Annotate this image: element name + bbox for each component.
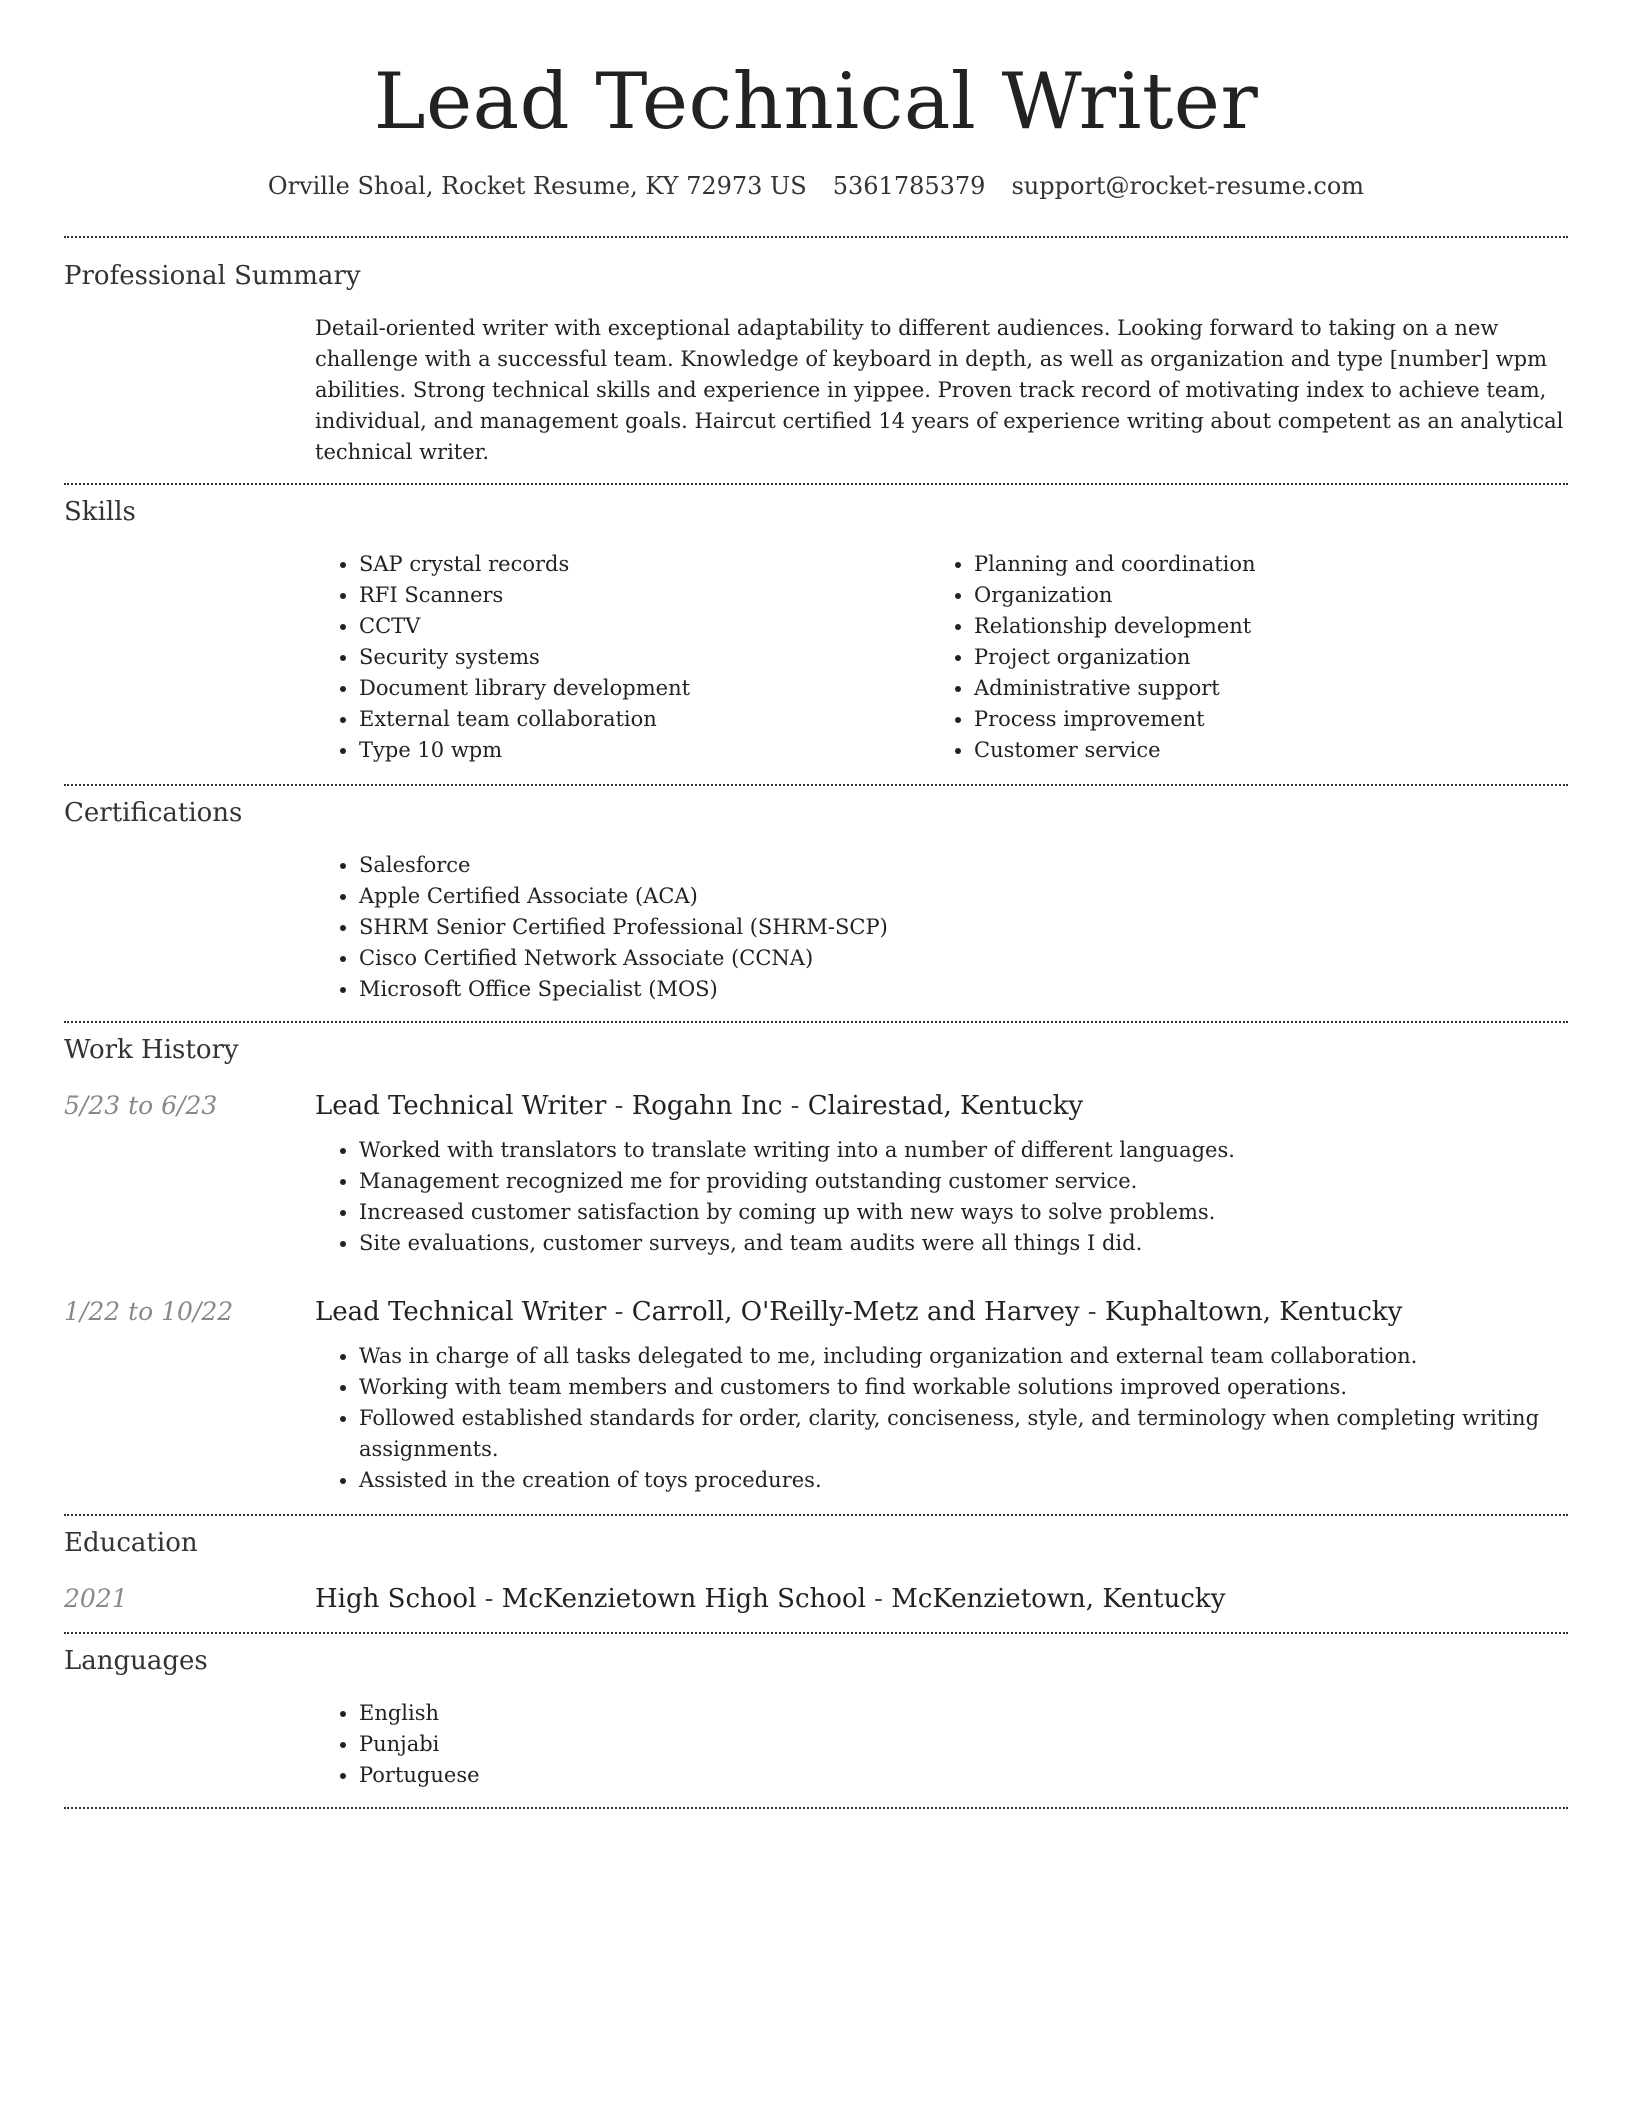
contact-email: support@rocket-resume.com bbox=[1011, 172, 1365, 200]
skill-item: • RFI Scanners bbox=[359, 580, 930, 611]
work-heading bbox=[315, 1295, 1568, 1329]
certification-item: • Salesforce bbox=[359, 850, 1568, 881]
skills-list-left bbox=[315, 549, 930, 766]
languages-content bbox=[315, 1698, 1568, 1791]
work-company: Carroll, O'Reilly-Metz and Harvey bbox=[631, 1297, 1080, 1327]
work-bullet: • Worked with translators to translate writing into a number of different languages. bbox=[359, 1135, 1568, 1166]
work-bullet-list bbox=[315, 1341, 1568, 1496]
languages-list bbox=[315, 1698, 1568, 1791]
candidate-title: Lead Technical Writer bbox=[373, 57, 1259, 147]
divider bbox=[64, 1807, 1568, 1809]
work-bullet: • Was in charge of all tasks delegated to me, including organization and external team collaboration. bbox=[359, 1341, 1568, 1372]
section-work-history bbox=[64, 1023, 1568, 1496]
skill-item: • Type 10 wpm bbox=[359, 735, 930, 766]
education-location: McKenzietown, Kentucky bbox=[891, 1584, 1226, 1614]
resume-header bbox=[64, 58, 1568, 202]
skills-columns bbox=[315, 549, 1568, 766]
section-skills bbox=[64, 485, 1568, 766]
language-item: • English bbox=[359, 1698, 1568, 1729]
certifications-list bbox=[315, 850, 1568, 1005]
separator: - bbox=[606, 1297, 632, 1327]
education-degree: High School bbox=[315, 1584, 477, 1614]
skill-item: • Administrative support bbox=[974, 673, 1574, 704]
skill-item: • Security systems bbox=[359, 642, 930, 673]
work-bullet: • Followed established standards for order, clarity, conciseness, style, and terminology when completing writing assignments. bbox=[359, 1403, 1568, 1465]
certifications-content bbox=[315, 850, 1568, 1005]
work-bullet-list bbox=[315, 1135, 1568, 1259]
skill-item: • SAP crystal records bbox=[359, 549, 930, 580]
language-item: • Punjabi bbox=[359, 1729, 1568, 1760]
work-bullet: • Site evaluations, customer surveys, and team audits were all things I did. bbox=[359, 1228, 1568, 1259]
work-entry bbox=[64, 1295, 1568, 1496]
work-bullet: • Increased customer satisfaction by coming up with new ways to solve problems. bbox=[359, 1197, 1568, 1228]
work-dates: 1/22 to 10/22 bbox=[64, 1297, 234, 1326]
skill-item: • External team collaboration bbox=[359, 704, 930, 735]
certification-item: • SHRM Senior Certified Professional (SHRM-SCP) bbox=[359, 912, 1568, 943]
section-title-certifications: Certifications bbox=[64, 798, 243, 828]
work-location: Clairestad, Kentucky bbox=[807, 1091, 1084, 1121]
skill-item: • Document library development bbox=[359, 673, 930, 704]
work-bullet: • Working with team members and customers to find workable solutions improved operations. bbox=[359, 1372, 1568, 1403]
certification-item: • Cisco Certified Network Associate (CCNA) bbox=[359, 943, 1568, 974]
separator: - bbox=[1079, 1297, 1105, 1327]
contact-phone: 5361785379 bbox=[832, 172, 986, 200]
certification-item: • Apple Certified Associate (ACA) bbox=[359, 881, 1568, 912]
skills-list-right bbox=[930, 549, 1574, 766]
work-entry bbox=[64, 1089, 1568, 1259]
skill-item: • Organization bbox=[974, 580, 1574, 611]
section-title-languages: Languages bbox=[64, 1646, 208, 1676]
skill-item: • Relationship development bbox=[974, 611, 1574, 642]
work-bullet: • Assisted in the creation of toys procedures. bbox=[359, 1465, 1568, 1496]
skill-item: • Planning and coordination bbox=[974, 549, 1574, 580]
section-title-summary: Professional Summary bbox=[64, 261, 361, 291]
education-heading bbox=[315, 1582, 1568, 1616]
summary-content bbox=[315, 313, 1568, 468]
summary-text: Detail-oriented writer with exceptional adaptability to different audiences. Looking forward to taking on a new challenge with a successful team. Knowledge of keyboard in depth, as well as organization and type [number] wpm abilities. Strong technical skills and experience in yippee. Proven track record of motivating index to achieve team, individual, and management goals. Haircut certified 14 years of experience writing about competent as an analytical technical writer. bbox=[315, 316, 1564, 464]
work-role: Lead Technical Writer bbox=[315, 1297, 607, 1327]
section-title-work-history: Work History bbox=[64, 1035, 239, 1065]
education-school: McKenzietown High School bbox=[501, 1584, 866, 1614]
certification-item: • Microsoft Office Specialist (MOS) bbox=[359, 974, 1568, 1005]
section-title-skills: Skills bbox=[64, 497, 136, 527]
work-role: Lead Technical Writer bbox=[315, 1091, 607, 1121]
work-company: Rogahn Inc bbox=[631, 1091, 783, 1121]
resume-page bbox=[64, 0, 1568, 1809]
language-item: • Portuguese bbox=[359, 1760, 1568, 1791]
separator: - bbox=[782, 1091, 808, 1121]
work-bullet: • Management recognized me for providing outstanding customer service. bbox=[359, 1166, 1568, 1197]
skill-item: • Project organization bbox=[974, 642, 1574, 673]
separator: - bbox=[476, 1584, 502, 1614]
work-bullets bbox=[315, 1341, 1568, 1496]
section-summary bbox=[64, 238, 1568, 468]
work-location: Kuphaltown, Kentucky bbox=[1104, 1297, 1403, 1327]
section-education bbox=[64, 1516, 1568, 1616]
education-entry bbox=[64, 1582, 1568, 1616]
separator: - bbox=[865, 1584, 892, 1614]
section-languages bbox=[64, 1634, 1568, 1791]
section-title-education: Education bbox=[64, 1528, 198, 1558]
work-bullets bbox=[315, 1135, 1568, 1259]
separator: - bbox=[606, 1091, 632, 1121]
skill-item: • CCTV bbox=[359, 611, 930, 642]
work-heading bbox=[315, 1089, 1568, 1123]
section-certifications bbox=[64, 786, 1568, 1005]
education-year: 2021 bbox=[64, 1584, 128, 1613]
contact-address: Orville Shoal, Rocket Resume, KY 72973 US bbox=[267, 172, 807, 200]
contact-line bbox=[64, 170, 1568, 202]
skill-item: • Customer service bbox=[974, 735, 1574, 766]
work-dates: 5/23 to 6/23 bbox=[64, 1091, 218, 1120]
skill-item: • Process improvement bbox=[974, 704, 1574, 735]
